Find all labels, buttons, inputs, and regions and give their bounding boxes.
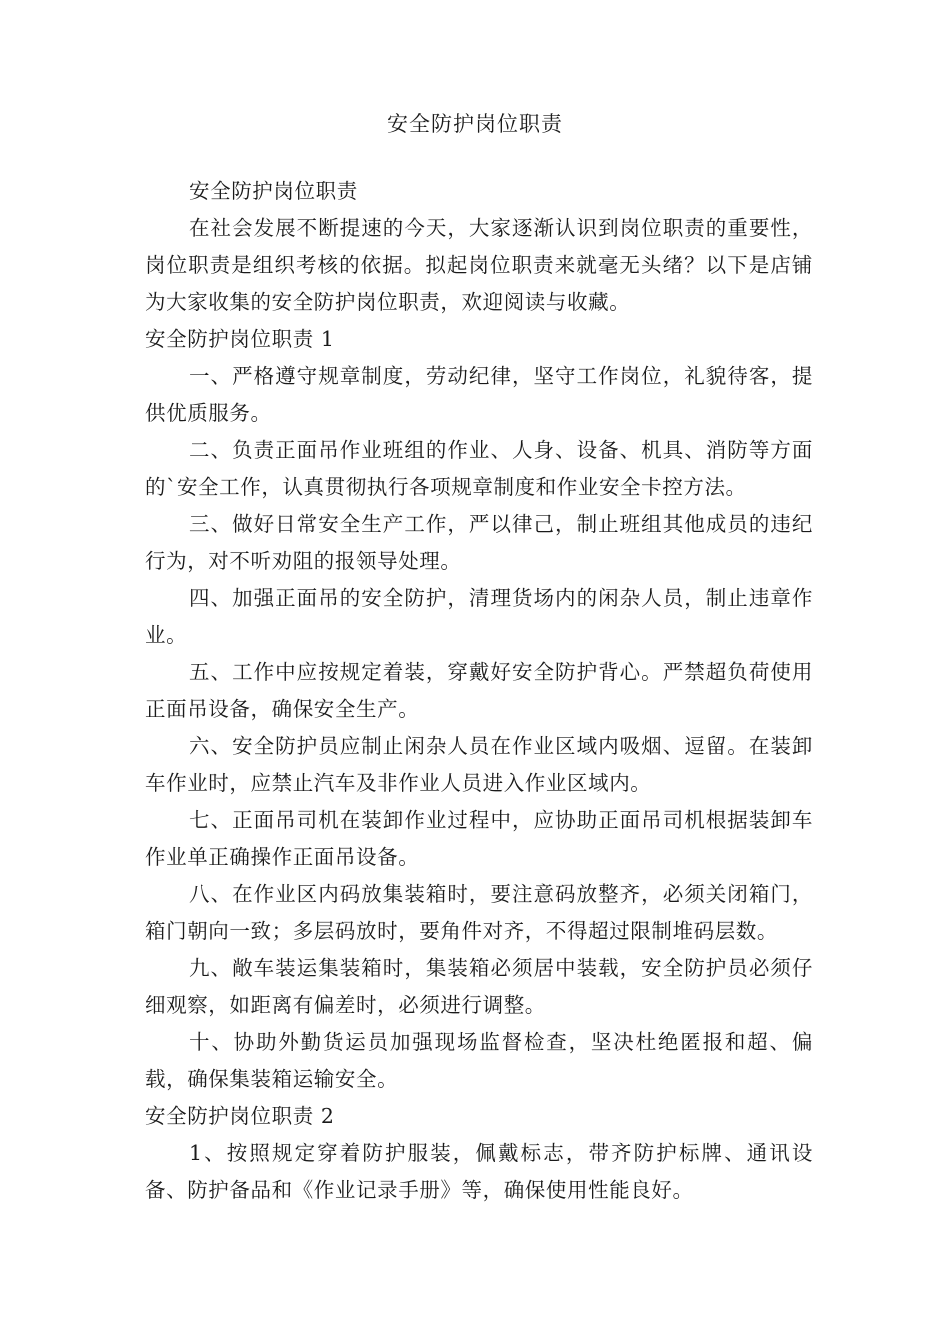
paragraph: 九、敞车装运集装箱时，集装箱必须居中装载，安全防护员必须仔细观察，如距离有偏差时，必须进行调整。 [145, 956, 813, 1017]
paragraph: 1、按照规定穿着防护服装，佩戴标志，带齐防护标牌、通讯设备、防护备品和《作业记录手册》等，确保使用性能良好。 [145, 1141, 813, 1202]
paragraph: 二、负责正面吊作业班组的作业、人身、设备、机具、消防等方面的`安全工作，认真贯彻执行各项规章制度和作业安全卡控方法。 [145, 438, 813, 499]
paragraph: 六、安全防护员应制止闲杂人员在作业区域内吸烟、逗留。在装卸车作业时，应禁止汽车及非作业人员进入作业区域内。 [145, 734, 813, 795]
paragraph: 一、严格遵守规章制度，劳动纪律，坚守工作岗位，礼貌待客，提供优质服务。 [145, 364, 813, 425]
paragraph: 四、加强正面吊的安全防护，清理货场内的闲杂人员，制止违章作业。 [145, 586, 813, 647]
paragraph: 安全防护岗位职责 [189, 179, 358, 203]
section-heading: 安全防护岗位职责 2 [145, 1104, 335, 1128]
paragraph: 三、做好日常安全生产工作，严以律己，制止班组其他成员的违纪行为，对不听劝阻的报领导处理。 [145, 512, 813, 573]
section-heading: 安全防护岗位职责 1 [145, 327, 335, 351]
paragraph: 在社会发展不断提速的今天，大家逐渐认识到岗位职责的重要性，岗位职责是组织考核的依据。拟起岗位职责来就毫无头绪？以下是店铺为大家收集的安全防护岗位职责，欢迎阅读与收藏。 [145, 216, 813, 314]
document-body [145, 173, 813, 1209]
paragraph: 五、工作中应按规定着装，穿戴好安全防护背心。严禁超负荷使用正面吊设备，确保安全生产。 [145, 660, 813, 721]
paragraph: 十、协助外勤货运员加强现场监督检查，坚决杜绝匿报和超、偏载，确保集装箱运输安全。 [145, 1030, 813, 1091]
paragraph: 八、在作业区内码放集装箱时，要注意码放整齐，必须关闭箱门，箱门朝向一致；多层码放时，要角件对齐，不得超过限制堆码层数。 [145, 882, 813, 943]
paragraph: 七、正面吊司机在装卸作业过程中，应协助正面吊司机根据装卸车作业单正确操作正面吊设备。 [145, 808, 813, 869]
document-title: 安全防护岗位职责 [387, 112, 563, 136]
